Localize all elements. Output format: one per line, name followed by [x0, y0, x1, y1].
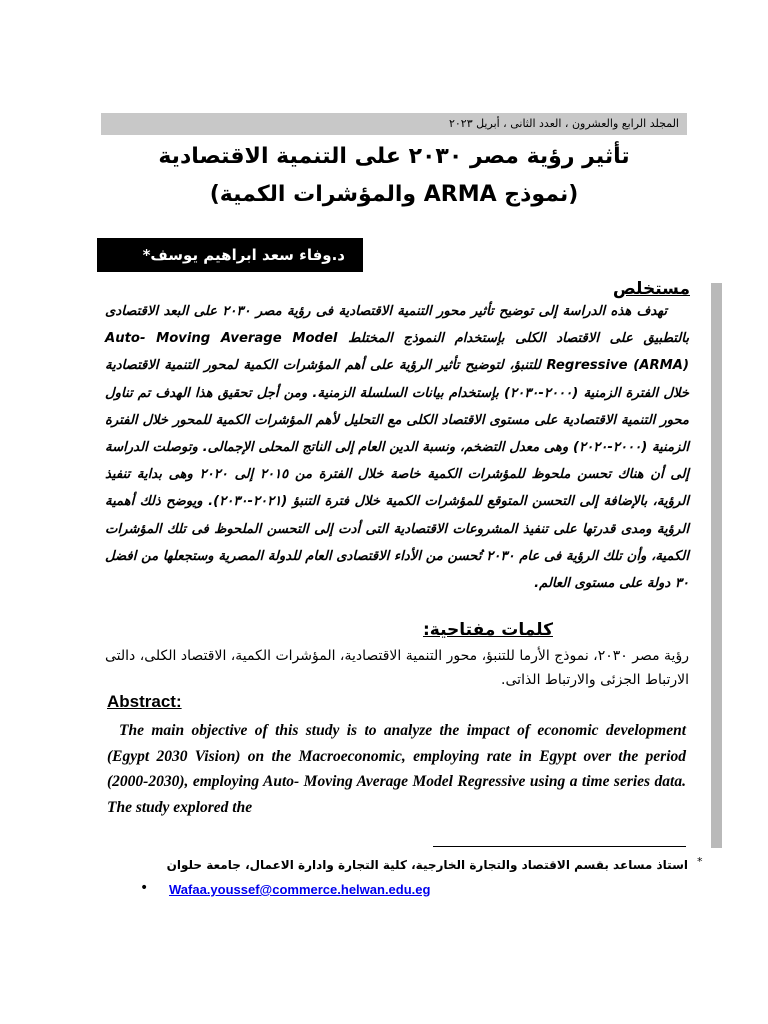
english-abstract [107, 718, 686, 820]
english-abstract-heading: Abstract: [107, 692, 182, 711]
journal-header-bar [101, 113, 687, 135]
footnote-affiliation: استاذ مساعد بقسم الاقتصاد والتجارة الخارجية، كلية التجارة وادارة الاعمال، جامعة حلوان [166, 858, 688, 872]
arabic-abstract [105, 298, 689, 597]
arabic-abstract-text: تهدف هذه الدراسة إلى توضيح تأثير محور التنمية الاقتصادية فى رؤية مصر ٢٠٣٠ على البعد الاقتصادى بالتطبيق على الاقتصاد الكلى بإستخدام النموذج المختلط Auto- Moving Average Model Regressive (ARMA) للتنبؤ، لتوضيح تأثير الرؤية على أهم المؤشرات الكمية لمحور التنمية الاقتصادية خلال الفترة الزمنية (٢٠٠٠-٢٠٣٠) بإستخدام بيانات السلسلة الزمنية. ومن أجل تحقيق هذا الهدف تم تناول محور التنمية الاقتصادية على مستوى الاقتصاد الكلى مع التحليل لأهم المؤشرات الكمية للمحور خلال الفترة الزمنية (٢٠٠٠-٢٠٢٠) وهى معدل التضخم، ونسبة الدين العام إلى الناتج المحلى الإجمالى. وتوصلت الدراسة إلى أن هناك تحسن ملحوظ للمؤشرات الكمية خاصة خلال الفترة من ٢٠١٥ إلى ٢٠٢٠ وهى بداية تنفيذ الرؤية، بالإضافة إلى التحسن المتوقع للمؤشرات الكمية خلال فترة التنبؤ (٢٠٢١-٢٠٣٠). ويوضح ذلك أهمية الرؤية ومدى قدرتها على تنفيذ المشروعات الاقتصادية التى أدت إلى التحسن الملحوظ فى تلك المؤشرات الكمية، وأن تلك الرؤية فى عام ٢٠٣٠ تُحسن من الأداء الاقتصادى العام للدولة المصرية وستجعلها من افضل ٣٠ دولة على مستوى العالم. [105, 304, 690, 592]
english-abstract-text: The main objective of this study is to analyze the impact of economic development (Egypt 2030 Vision) on the Macroeconomic, employing rate in Egypt over the period (2000-2030), employing Auto- Moving Average Model Regressive using a time series data. The study explored the [107, 722, 686, 816]
footnote-separator [433, 846, 686, 847]
keywords-heading: كلمات مفتاحية: [423, 620, 553, 640]
journal-issue-text: المجلد الرابع والعشرون ، العدد الثانى ، أبريل ٢٠٢٣ [448, 117, 679, 130]
paper-title-line-2: (نموذج ARMA والمؤشرات الكمية) [209, 182, 579, 207]
side-decoration-bar [711, 283, 722, 848]
author-box [97, 238, 363, 272]
bullet-icon: • [140, 880, 149, 896]
author-name: د.وفاء سعد ابراهيم يوسف* [142, 246, 345, 264]
paper-title-line-1: تأثير رؤية مصر ٢٠٣٠ على التنمية الاقتصادية [158, 144, 630, 169]
arabic-abstract-heading: مستخلص [612, 279, 690, 299]
footnote-marker: * [697, 855, 703, 868]
keywords-text: رؤية مصر ٢٠٣٠، نموذج الأرما للتنبؤ، محور التنمية الاقتصادية، المؤشرات الكمية، الاقتصاد الكلى، دالتى الارتباط الجزئى والارتباط الذاتى. [105, 648, 689, 688]
author-email-link[interactable]: Wafaa.youssef@commerce.helwan.edu.eg [169, 882, 431, 897]
